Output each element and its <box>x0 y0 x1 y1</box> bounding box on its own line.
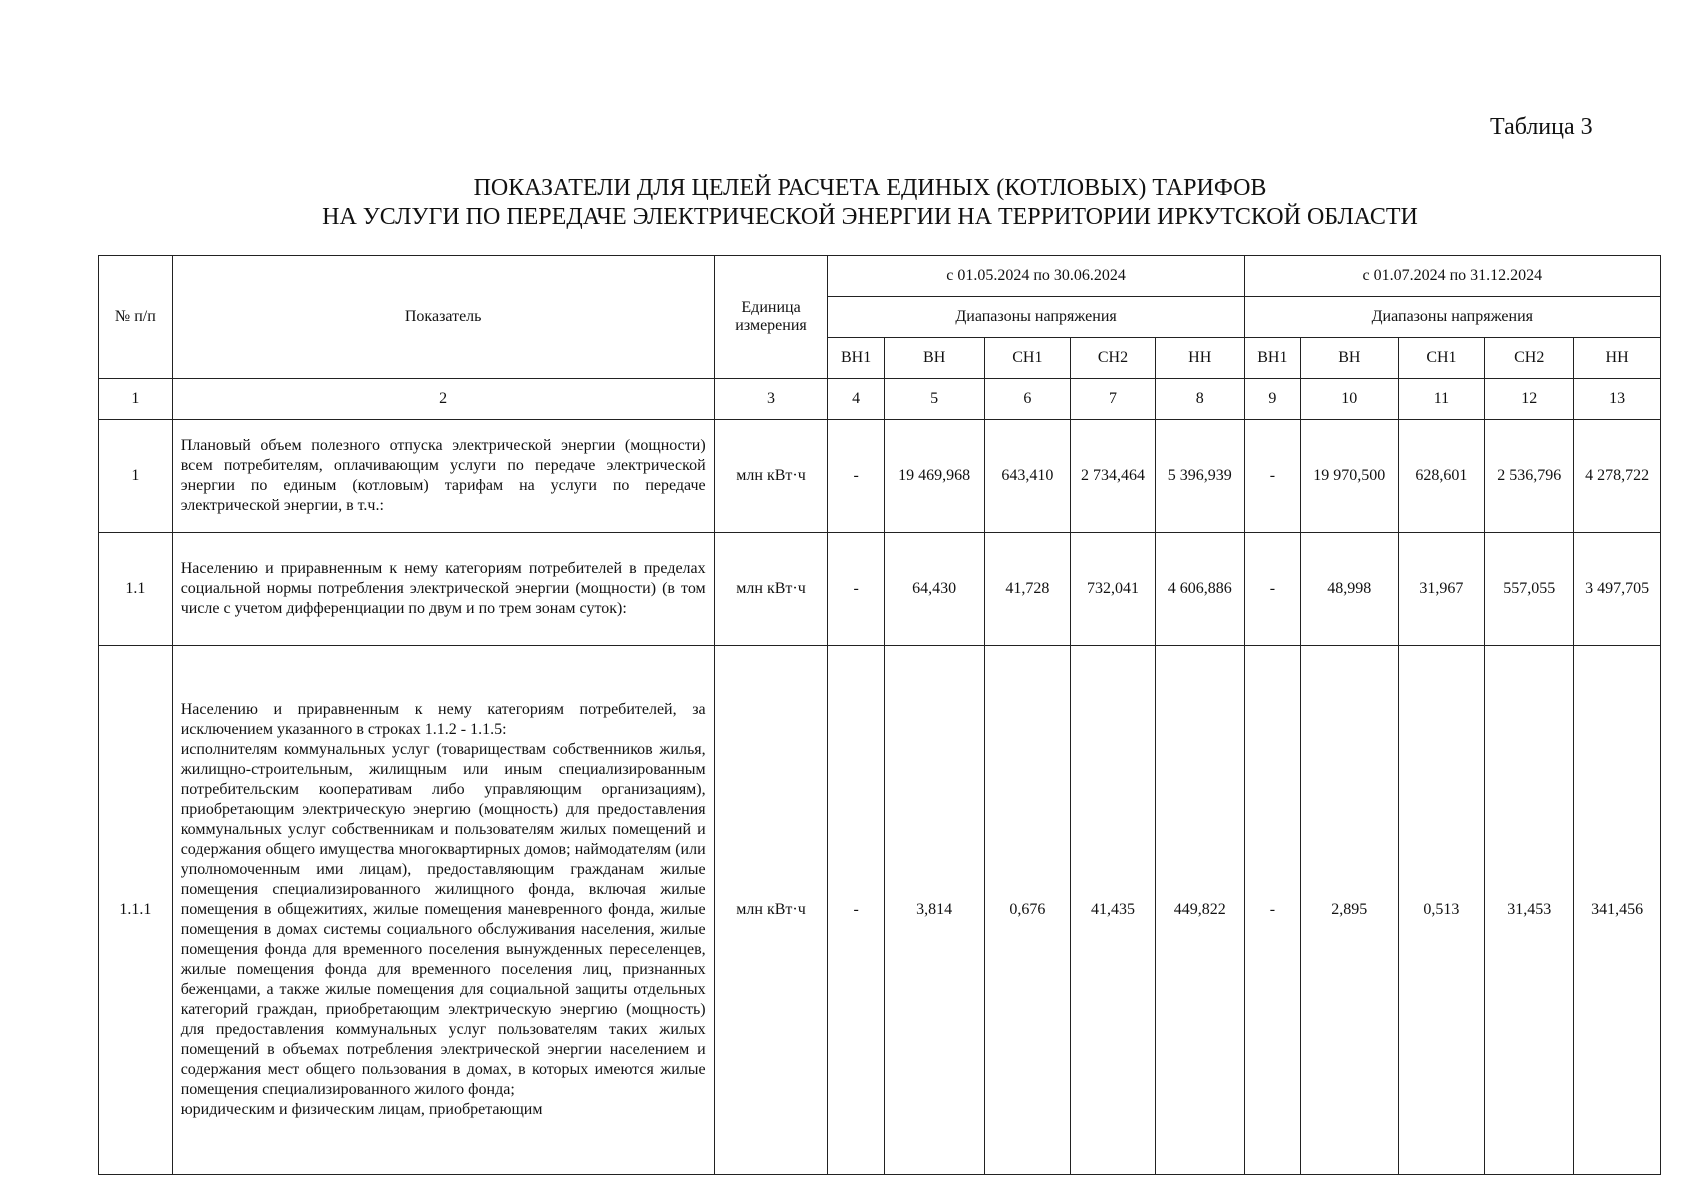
column-number: 1 <box>99 379 173 420</box>
header-ranges-1: Диапазоны напряжения <box>828 297 1244 338</box>
row-value: - <box>828 646 884 1175</box>
row-value: 449,822 <box>1155 646 1244 1175</box>
row-value: 41,728 <box>984 533 1071 646</box>
table-label: Таблица 3 <box>1490 114 1593 140</box>
row-value: - <box>1244 533 1300 646</box>
row-value: 0,513 <box>1398 646 1485 1175</box>
column-number: 5 <box>884 379 984 420</box>
header-voltage: ВН1 <box>828 338 884 379</box>
row-value: 48,998 <box>1301 533 1399 646</box>
row-unit: млн кВт·ч <box>714 533 828 646</box>
header-voltage: ВН <box>1301 338 1399 379</box>
column-number: 11 <box>1398 379 1485 420</box>
row-value: 31,967 <box>1398 533 1485 646</box>
row-value: 341,456 <box>1574 646 1661 1175</box>
column-number: 10 <box>1301 379 1399 420</box>
row-value: 628,601 <box>1398 420 1485 533</box>
row-value: - <box>1244 420 1300 533</box>
row-description-part: Населению и приравненным к нему категориям потребителей, за исключением указанного в строках 1.1.2 - 1.1.5: <box>180 701 706 738</box>
row-value: 4 278,722 <box>1574 420 1661 533</box>
header-period-1: с 01.05.2024 по 30.06.2024 <box>828 256 1244 297</box>
header-indicator: Показатель <box>172 256 714 379</box>
row-unit: млн кВт·ч <box>714 646 828 1175</box>
row-value: - <box>828 420 884 533</box>
row-value: - <box>1244 646 1300 1175</box>
row-num: 1.1.1 <box>99 646 173 1175</box>
table-row <box>99 420 1661 533</box>
column-number: 4 <box>828 379 884 420</box>
row-value: 732,041 <box>1071 533 1156 646</box>
header-voltage: ВН <box>884 338 984 379</box>
row-value: - <box>828 533 884 646</box>
column-number: 8 <box>1155 379 1244 420</box>
row-value: 3 497,705 <box>1574 533 1661 646</box>
row-value: 3,814 <box>884 646 984 1175</box>
row-value: 2,895 <box>1301 646 1399 1175</box>
row-value: 41,435 <box>1071 646 1156 1175</box>
row-value: 557,055 <box>1485 533 1574 646</box>
table-row <box>99 533 1661 646</box>
row-value: 19 469,968 <box>884 420 984 533</box>
column-number: 6 <box>984 379 1071 420</box>
row-value: 0,676 <box>984 646 1071 1175</box>
header-unit: Единица измерения <box>714 256 828 379</box>
row-num: 1.1 <box>99 533 173 646</box>
header-voltage: СН1 <box>1398 338 1485 379</box>
row-description-part: исполнителям коммунальных услуг (товариществам собственников жилья, жилищно-строительным, жилищным или иным специализированным потребительским кооперативам либо управляющим организациям), приобретающим электрическую энергию (мощность) для предоставления коммунальных услуг собственникам и пользователям жилых помещений и содержания общего имущества многоквартирных домов; наймодателям (или уполномоченным ими лицам), предоставляющим гражданам жилые помещения специализированного жилищного фонда, включая жилые помещения в общежитиях, жилые помещения маневренного фонда, жилые помещения в домах системы социального обслуживания населения, жилые помещения фонда для временного поселения вынужденных переселенцев, жилые помещения фонда для временного поселения лиц, признанных беженцами, а также жилые помещения для социальной защиты отдельных категорий граждан, приобретающим электрическую энергию (мощность) для предоставления коммунальных услуг пользователям таких жилых помещений в объемах потребления электрической энергии населением и содержания мест общего пользования в домах, в которых имеются жилые помещения специализированного жилого фонда; <box>180 741 706 1098</box>
header-voltage: ВН1 <box>1244 338 1300 379</box>
row-value: 643,410 <box>984 420 1071 533</box>
header-voltage: НН <box>1574 338 1661 379</box>
tariff-table <box>98 255 1661 1175</box>
row-value: 2 536,796 <box>1485 420 1574 533</box>
row-description-part: юридическим и физическим лицам, приобретающим <box>180 1101 543 1118</box>
column-number-row <box>99 379 1661 420</box>
row-value: 64,430 <box>884 533 984 646</box>
row-description: Населению и приравненным к нему категориям потребителей в пределах социальной нормы потребления электрической энергии (мощности) (в том числе с учетом дифференциации по двум и по трем зонам суток): <box>172 533 714 646</box>
column-number: 9 <box>1244 379 1300 420</box>
header-voltage: СН2 <box>1071 338 1156 379</box>
row-value: 31,453 <box>1485 646 1574 1175</box>
header-voltage: СН2 <box>1485 338 1574 379</box>
column-number: 7 <box>1071 379 1156 420</box>
page-title <box>0 174 1691 232</box>
row-value: 4 606,886 <box>1155 533 1244 646</box>
header-period-2: с 01.07.2024 по 31.12.2024 <box>1244 256 1660 297</box>
row-description: Плановый объем полезного отпуска электрической энергии (мощности) всем потребителям, оплачивающим услуги по передаче электрической энергии по единым (котловым) тарифам на услуги по передаче электрической энергии, в т.ч.: <box>172 420 714 533</box>
row-value: 19 970,500 <box>1301 420 1399 533</box>
row-value: 5 396,939 <box>1155 420 1244 533</box>
column-number: 3 <box>714 379 828 420</box>
row-unit: млн кВт·ч <box>714 420 828 533</box>
row-value: 2 734,464 <box>1071 420 1156 533</box>
header-voltage: НН <box>1155 338 1244 379</box>
column-number: 13 <box>1574 379 1661 420</box>
header-ranges-2: Диапазоны напряжения <box>1244 297 1660 338</box>
title-line-1: ПОКАЗАТЕЛИ ДЛЯ ЦЕЛЕЙ РАСЧЕТА ЕДИНЫХ (КОТЛОВЫХ) ТАРИФОВ <box>473 175 1267 201</box>
header-voltage: СН1 <box>984 338 1071 379</box>
column-number: 2 <box>172 379 714 420</box>
title-line-2: НА УСЛУГИ ПО ПЕРЕДАЧЕ ЭЛЕКТРИЧЕСКОЙ ЭНЕРГИИ НА ТЕРРИТОРИИ ИРКУТСКОЙ ОБЛАСТИ <box>322 204 1418 230</box>
row-description <box>172 646 714 1175</box>
table-row <box>99 646 1661 1175</box>
row-num: 1 <box>99 420 173 533</box>
header-num: № п/п <box>99 256 173 379</box>
column-number: 12 <box>1485 379 1574 420</box>
